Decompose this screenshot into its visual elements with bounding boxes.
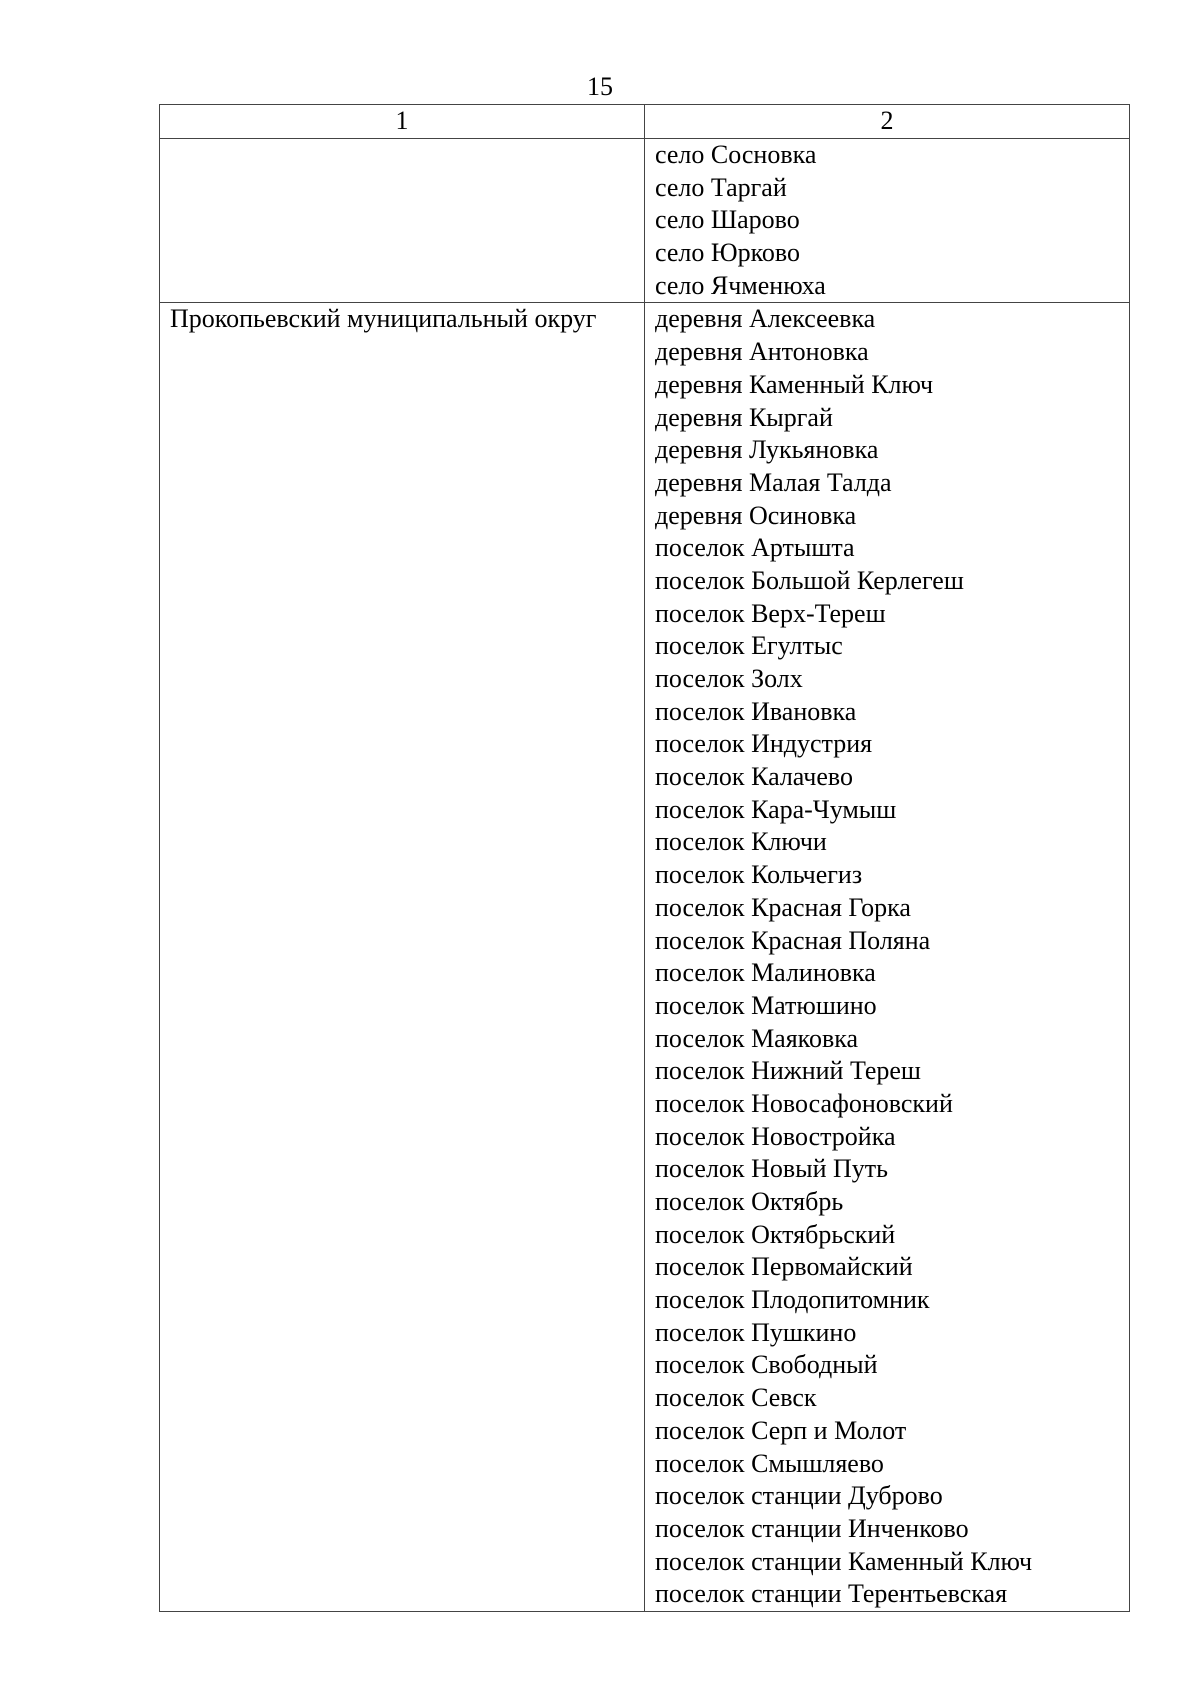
settlement-item: поселок Пушкино: [655, 1317, 857, 1347]
column-header-1: 1: [160, 105, 645, 139]
settlements-cell: [645, 139, 1130, 303]
settlements-cell: [645, 303, 1130, 1612]
settlement-item: поселок Егултыс: [655, 631, 843, 661]
settlement-item: поселок Верх-Тереш: [655, 598, 886, 628]
settlement-item: поселок Смышляево: [655, 1448, 884, 1478]
settlement-item: поселок Золх: [655, 664, 803, 693]
settlement-item: деревня Алексеевка: [655, 304, 876, 334]
settlement-item: поселок Серп и Молот: [655, 1415, 907, 1445]
settlement-item: поселок Малиновка: [655, 958, 876, 988]
settlement-item: поселок станции Каменный Ключ: [655, 1546, 1033, 1576]
settlement-item: поселок станции Дуброво: [655, 1481, 943, 1511]
settlement-item: деревня Кыргай: [655, 402, 833, 432]
settlement-item: село Таргай: [655, 172, 787, 202]
settlements-table: [159, 104, 1130, 1612]
table-row: [160, 303, 1130, 1612]
settlement-item: поселок Октябрьский: [655, 1219, 896, 1249]
settlement-item: поселок Октябрь: [655, 1187, 844, 1216]
settlement-item: поселок Артышта: [655, 533, 855, 563]
settlement-item: поселок Севск: [655, 1383, 817, 1413]
settlement-item: поселок Красная Поляна: [655, 925, 931, 955]
settlement-item: село Шарово: [655, 205, 800, 235]
settlement-item: деревня Осиновка: [655, 500, 857, 530]
settlement-item: поселок Свободный: [655, 1350, 878, 1380]
page-number: 15: [587, 72, 613, 101]
settlement-item: поселок Красная Горка: [655, 892, 911, 922]
settlement-item: село Ячменюха: [655, 270, 826, 300]
settlement-item: поселок Ключи: [655, 827, 827, 857]
settlement-item: деревня Антоновка: [655, 337, 869, 367]
settlement-item: село Юрково: [655, 238, 801, 268]
settlement-item: деревня Малая Талда: [655, 467, 892, 497]
settlement-item: поселок Ивановка: [655, 696, 857, 726]
column-header-2: 2: [645, 105, 1130, 139]
table-row: [160, 139, 1130, 303]
settlement-item: поселок Большой Керлегеш: [655, 565, 964, 595]
table-header-row: [160, 105, 1130, 139]
settlement-item: поселок Кольчегиз: [655, 860, 863, 890]
district-cell: [160, 139, 645, 303]
settlement-item: поселок Калачево: [655, 762, 854, 792]
settlement-item: поселок Нижний Тереш: [655, 1056, 921, 1086]
settlement-item: деревня Лукьяновка: [655, 435, 879, 465]
settlement-item: поселок станции Инченково: [655, 1513, 969, 1543]
settlement-item: поселок Матюшино: [655, 990, 877, 1020]
settlement-item: деревня Каменный Ключ: [655, 369, 934, 399]
settlement-item: поселок Новостройка: [655, 1121, 896, 1151]
settlement-item: поселок Кара-Чумыш: [655, 794, 897, 824]
settlement-item: поселок Новый Путь: [655, 1154, 888, 1184]
settlement-item: поселок Плодопитомник: [655, 1285, 930, 1315]
settlement-item: поселок Индустрия: [655, 729, 873, 759]
settlement-item: поселок Первомайский: [655, 1252, 913, 1282]
settlement-item: поселок Маяковка: [655, 1023, 859, 1053]
settlement-item: поселок Новосафоновский: [655, 1088, 953, 1118]
settlement-item: село Сосновка: [655, 140, 817, 169]
settlement-item: поселок станции Терентьевская: [655, 1579, 1008, 1609]
district-cell: Прокопьевский муниципальный округ: [160, 303, 645, 1612]
